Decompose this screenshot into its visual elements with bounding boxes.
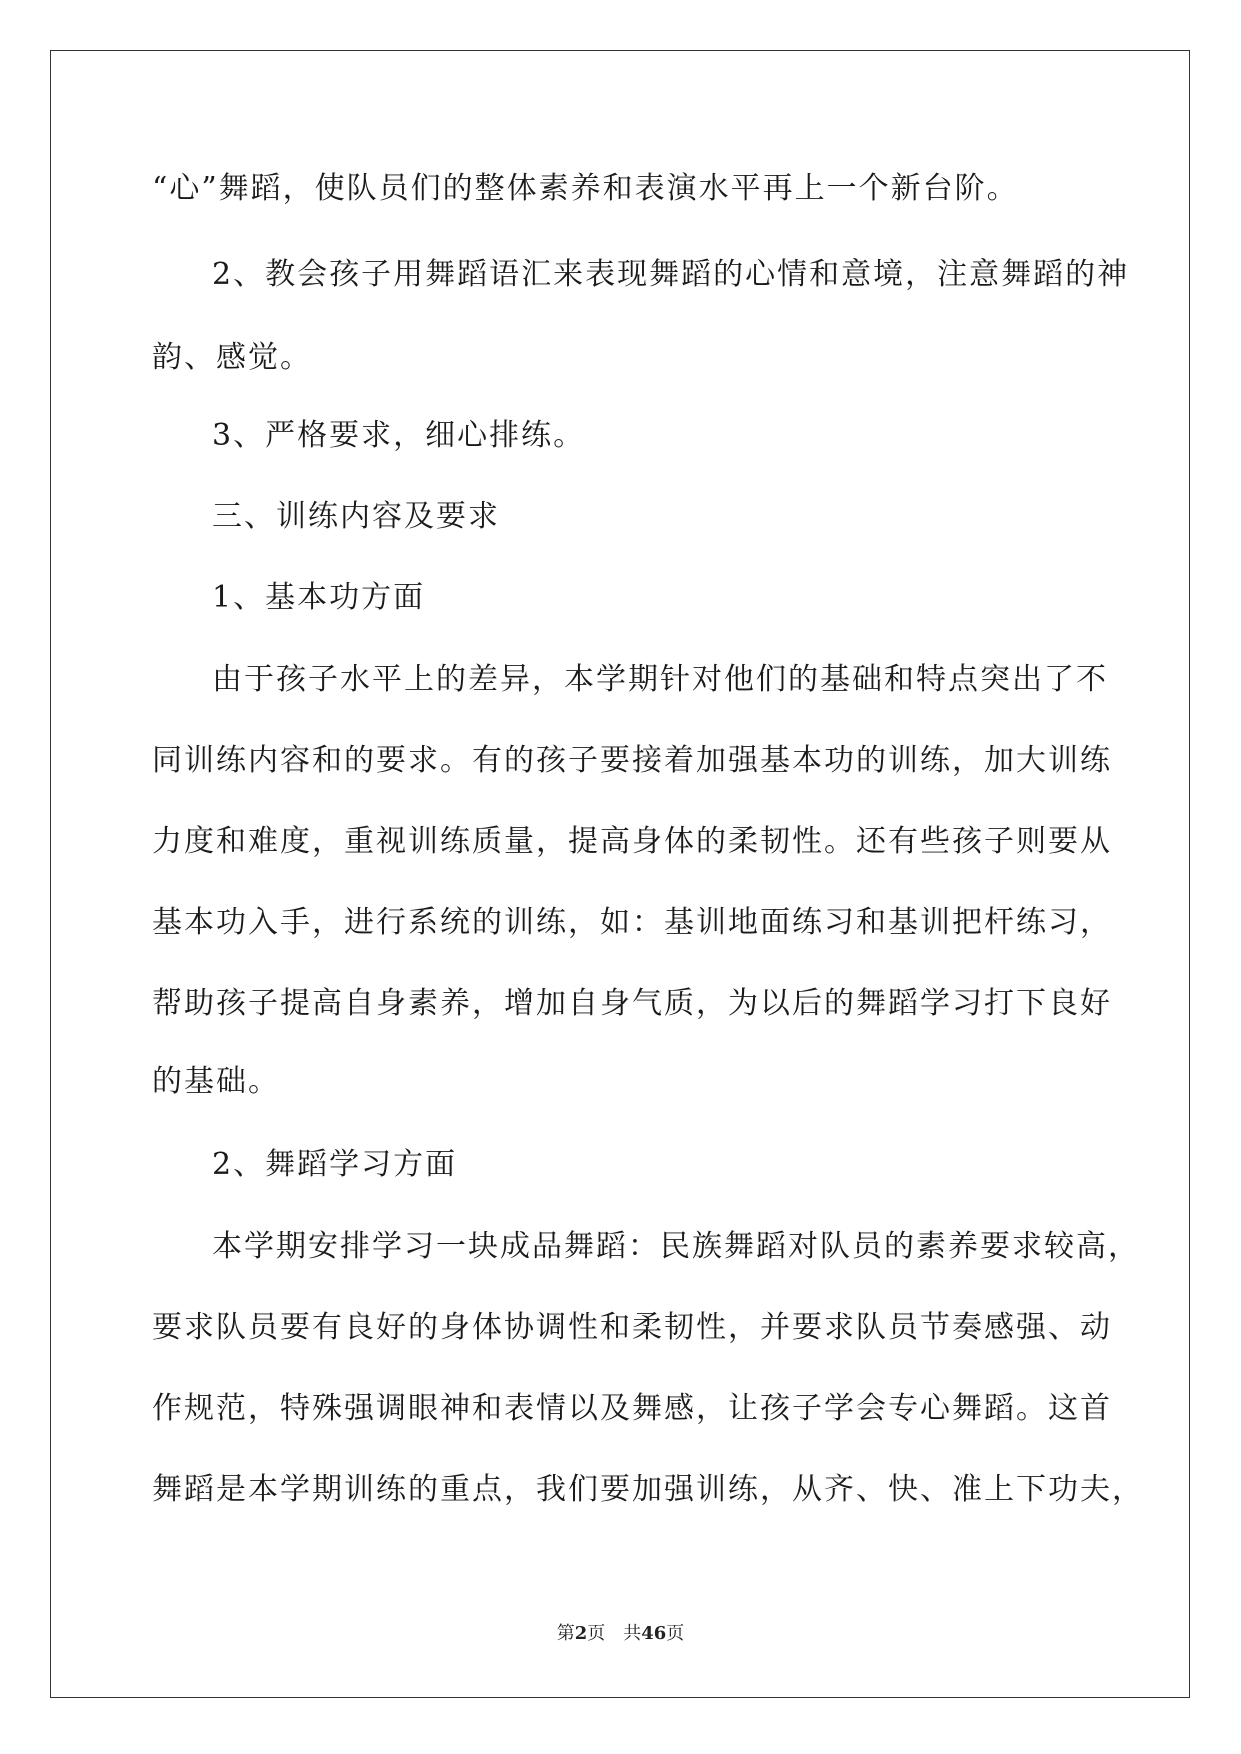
paragraph-line: 作规范，特殊强调眼神和表情以及舞感，让孩子学会专心舞蹈。这首 <box>152 1391 1112 1426</box>
paragraph-line: 的基础。 <box>152 1064 280 1099</box>
page-prefix: 第 <box>556 1623 575 1644</box>
paragraph-line: 舞蹈是本学期训练的重点，我们要加强训练，从齐、快、准上下功夫， <box>152 1472 1144 1507</box>
paragraph-line: 力度和难度，重视训练质量，提高身体的柔韧性。还有些孩子则要从 <box>152 824 1112 859</box>
subsection-heading: 2、舞蹈学习方面 <box>212 1147 458 1182</box>
paragraph-line: “心”舞蹈，使队员们的整体素养和表演水平再上一个新台阶。 <box>152 171 1019 206</box>
subsection-heading: 1、基本功方面 <box>212 580 426 615</box>
page-suffix: 页 <box>587 1623 606 1644</box>
paragraph-line: 由于孩子水平上的差异，本学期针对他们的基础和特点突出了不 <box>212 662 1108 697</box>
paragraph-line: 同训练内容和的要求。有的孩子要接着加强基本功的训练，加大训练 <box>152 743 1112 778</box>
paragraph-line: 3、严格要求，细心排练。 <box>212 418 586 453</box>
paragraph-line: 本学期安排学习一块成品舞蹈：民族舞蹈对队员的素养要求较高， <box>212 1229 1140 1264</box>
page-footer <box>0 1622 1241 1646</box>
paragraph-line: 韵、感觉。 <box>152 340 312 375</box>
page-border <box>50 50 1190 1698</box>
total-suffix: 页 <box>666 1623 685 1644</box>
paragraph-line: 帮助孩子提高自身素养，增加自身气质，为以后的舞蹈学习打下良好 <box>152 986 1112 1021</box>
total-prefix: 共 <box>623 1623 642 1644</box>
paragraph-line: 要求队员要有良好的身体协调性和柔韧性，并要求队员节奏感强、动 <box>152 1310 1112 1345</box>
total-page-count: 46 <box>641 1623 667 1644</box>
paragraph-line: 基本功入手，进行系统的训练，如：基训地面练习和基训把杆练习， <box>152 905 1112 940</box>
current-page-number: 2 <box>574 1623 588 1644</box>
paragraph-line: 2、教会孩子用舞蹈语汇来表现舞蹈的心情和意境，注意舞蹈的神 <box>212 257 1130 292</box>
section-heading: 三、训练内容及要求 <box>212 499 500 534</box>
